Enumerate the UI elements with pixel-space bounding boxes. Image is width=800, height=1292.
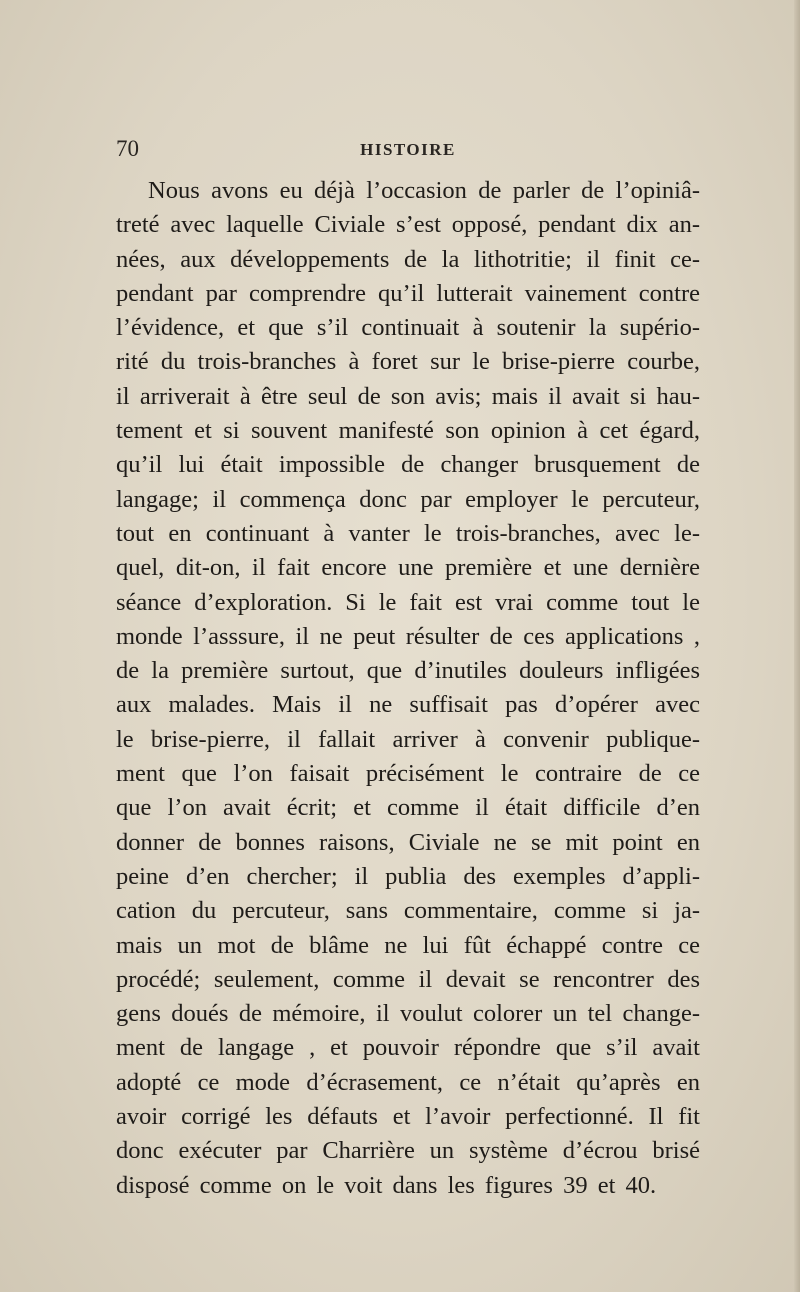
text-line: ment que l’on faisait précisément le contraire de ce: [116, 760, 700, 788]
text-line: l’évidence, et que s’il continuait à soutenir la supério-: [116, 314, 700, 342]
running-head: [116, 136, 700, 166]
page-number: 70: [116, 136, 139, 161]
text-line: le brise-pierre, il fallait arriver à convenir publique-: [116, 725, 700, 753]
text-line: qu’il lui était impossible de changer brusquement de: [116, 451, 700, 479]
text-line: quel, dit-on, il fait encore une première et une dernière: [116, 554, 700, 582]
text-line: peine d’en chercher; il publia des exemples d’appli-: [116, 862, 700, 890]
text-line: séance d’exploration. Si le fait est vrai comme tout le: [116, 588, 700, 616]
text-line: nées, aux développements de la lithotritie; il finit ce-: [116, 245, 700, 273]
text-line: Nous avons eu déjà l’occasion de parler de l’opiniâ-: [148, 177, 700, 204]
text-line: gens doués de mémoire, il voulut colorer un tel change-: [116, 1000, 700, 1028]
page-edge: [794, 0, 800, 1292]
text-line: monde l’asssure, il ne peut résulter de ces applications ,: [116, 622, 700, 650]
text-line: que l’on avait écrit; et comme il était difficile d’en: [116, 794, 700, 822]
text-line: aux malades. Mais il ne suffisait pas d’opérer avec: [116, 691, 700, 719]
text-line: adopté ce mode d’écrasement, ce n’était qu’après en: [116, 1068, 700, 1096]
paragraph: [116, 174, 700, 1203]
text-line: disposé comme on le voit dans les figures 39 et 40.: [116, 1171, 657, 1199]
text-line: mais un mot de blâme ne lui fût échappé contre ce: [116, 931, 700, 959]
text-line: pendant par comprendre qu’il lutterait vainement contre: [116, 279, 700, 307]
text-line: langage; il commença donc par employer le percuteur,: [116, 485, 700, 513]
text-line: procédé; seulement, comme il devait se rencontrer des: [116, 965, 700, 993]
text-line: tement et si souvent manifesté son opinion à cet égard,: [116, 417, 700, 445]
text-line: donc exécuter par Charrière un système d’écrou brisé: [116, 1137, 700, 1165]
text-line: treté avec laquelle Civiale s’est opposé, pendant dix an-: [116, 211, 700, 239]
text-line: de la première surtout, que d’inutiles douleurs infligées: [116, 657, 700, 685]
text-line: cation du percuteur, sans commentaire, comme si ja-: [116, 897, 700, 925]
text-line: avoir corrigé les défauts et l’avoir perfectionné. Il fit: [116, 1103, 700, 1131]
text-line: tout en continuant à vanter le trois-branches, avec le-: [116, 519, 700, 547]
text-line: rité du trois-branches à foret sur le brise-pierre courbe,: [116, 348, 700, 376]
text-line: ment de langage , et pouvoir répondre que s’il avait: [116, 1034, 700, 1062]
running-title: HISTOIRE: [360, 140, 456, 159]
text-line: donner de bonnes raisons, Civiale ne se mit point en: [116, 828, 700, 856]
text-line: il arriverait à être seul de son avis; mais il avait si hau-: [116, 382, 700, 410]
